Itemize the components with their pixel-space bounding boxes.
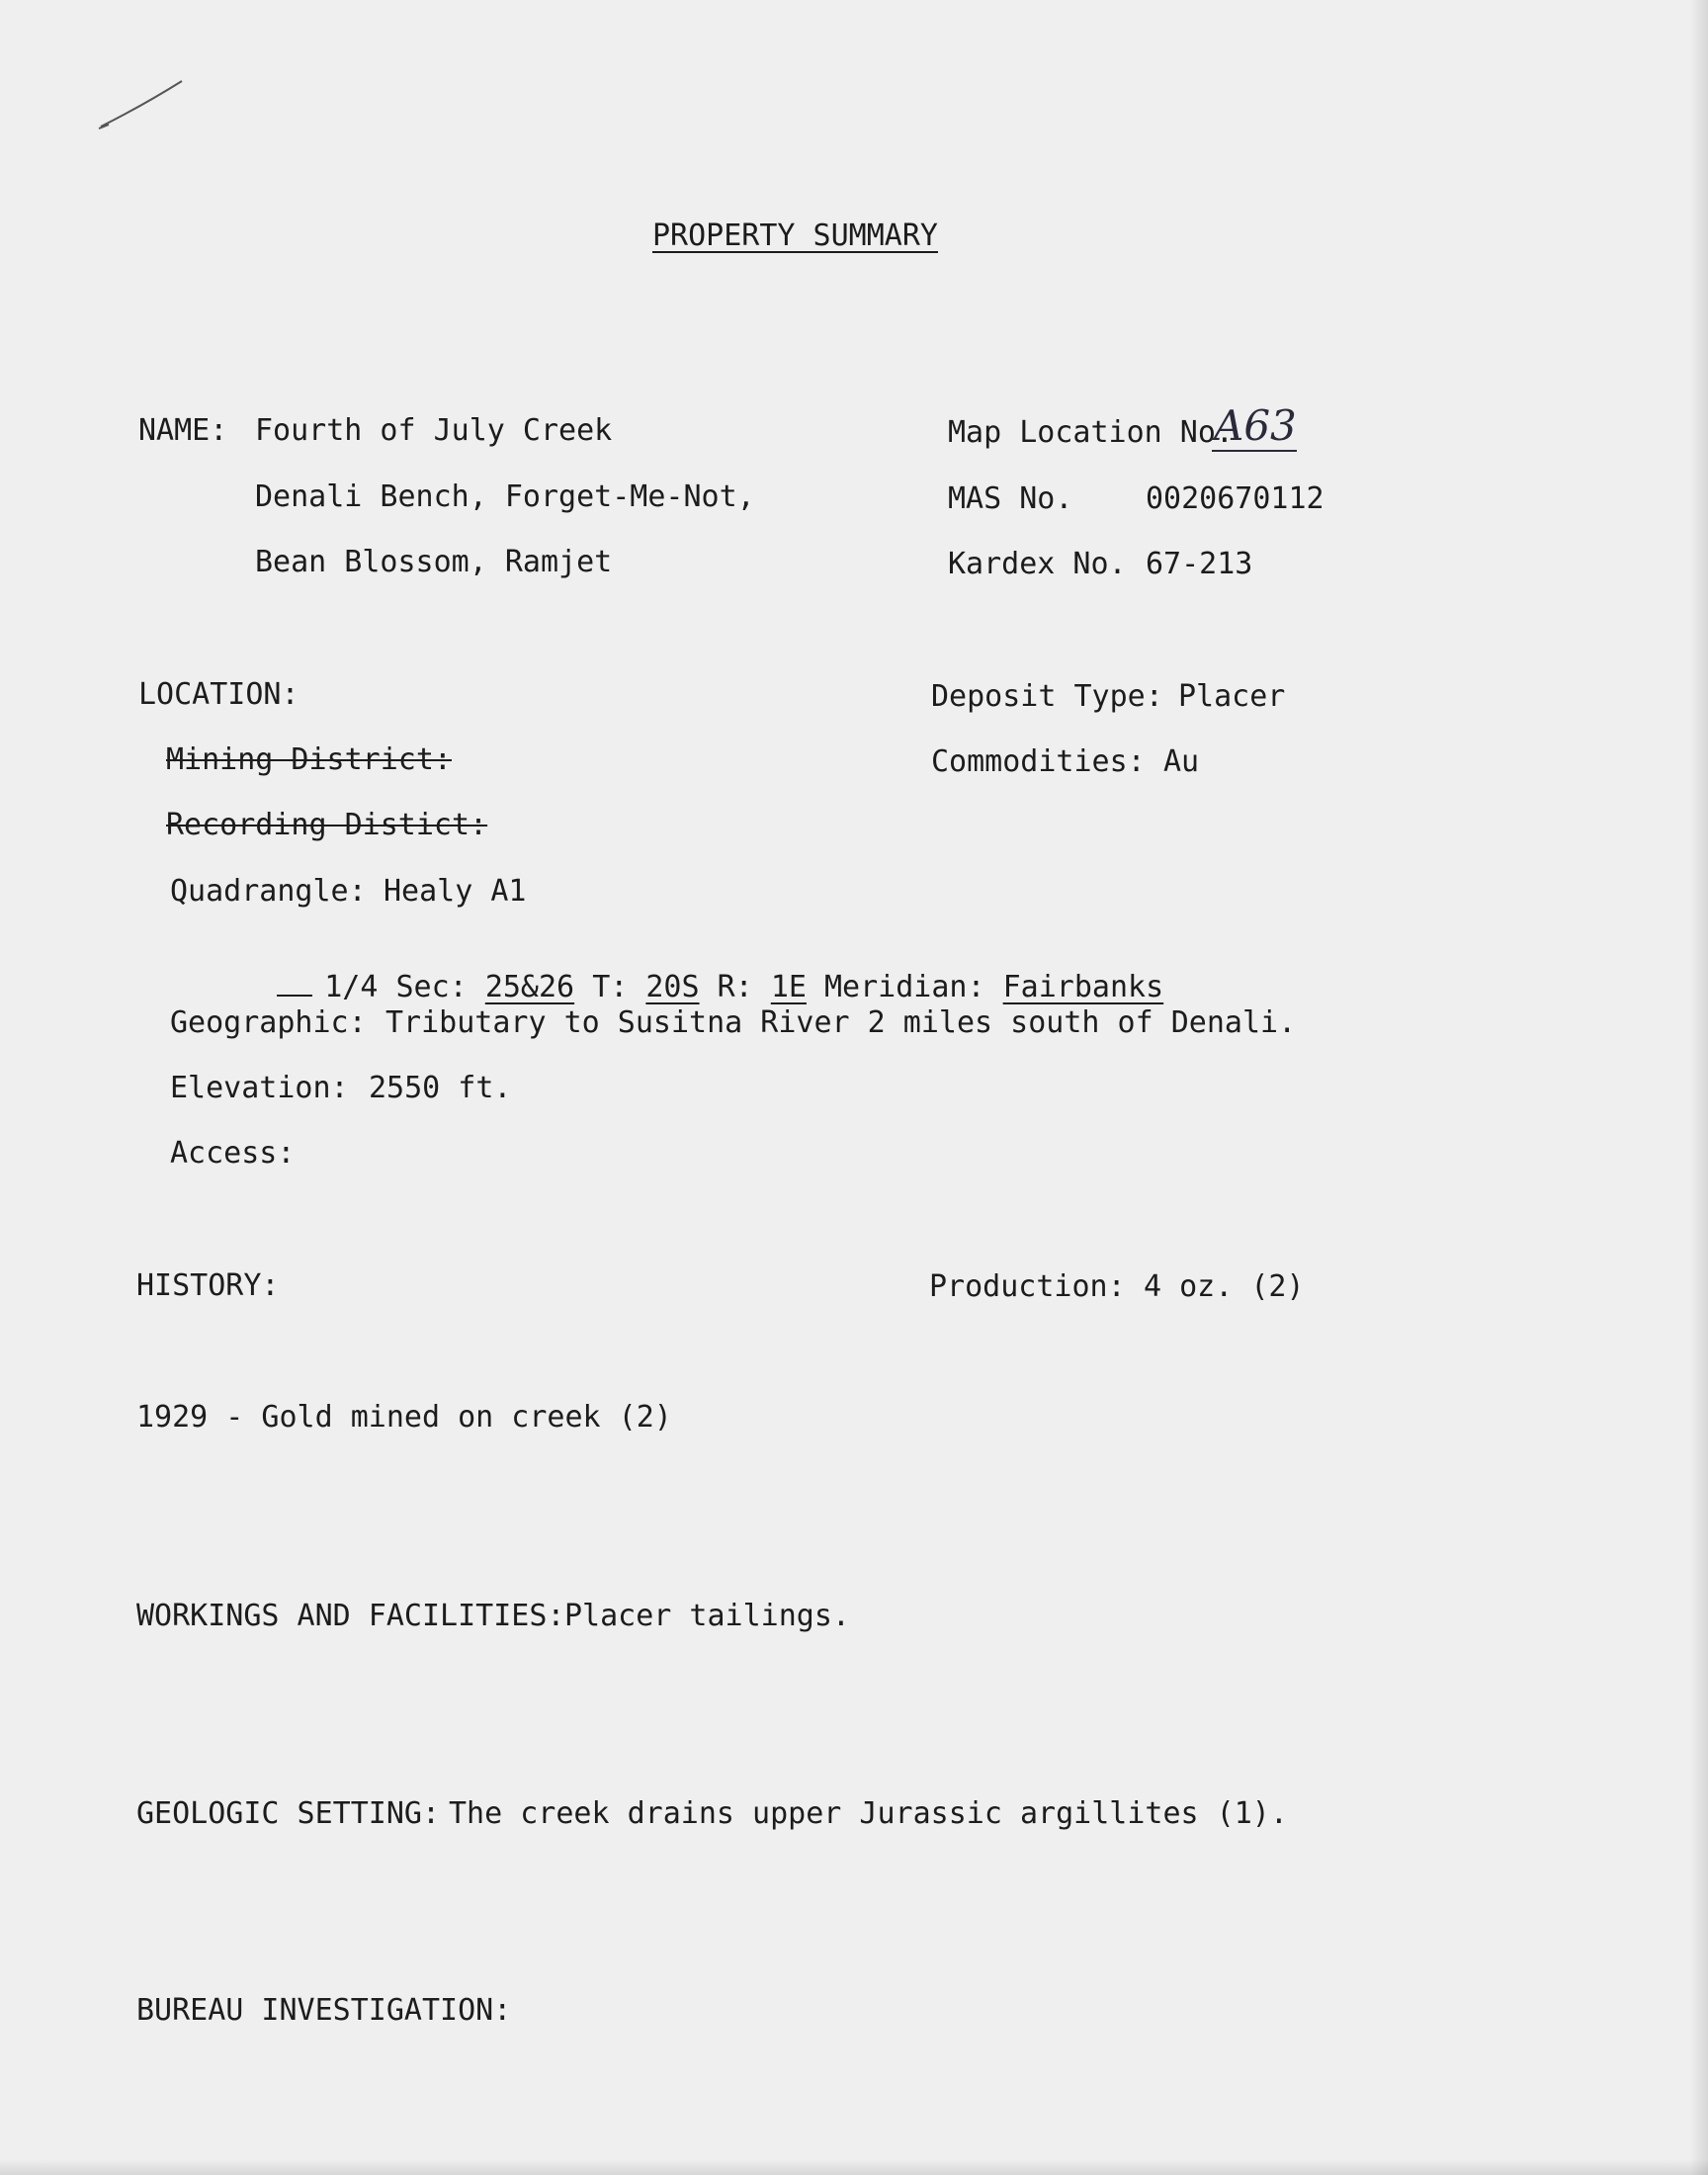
kardex-value: 67-213 <box>1146 547 1253 581</box>
meridian-value: Fairbanks <box>1002 970 1164 1004</box>
kardex-label: Kardex No. <box>948 547 1127 581</box>
map-location-underline <box>1212 450 1297 452</box>
deposit-type-label: Deposit Type: <box>931 679 1163 714</box>
workings-value: Placer tailings. <box>564 1599 850 1633</box>
access-label: Access: <box>170 1136 296 1171</box>
workings-label: WORKINGS AND FACILITIES: <box>136 1599 565 1633</box>
pencil-mark-icon <box>95 71 190 134</box>
page-bottom-shadow <box>0 2159 1708 2175</box>
quadrangle-value: Healy A1 <box>384 874 527 909</box>
history-entry: 1929 - Gold mined on creek (2) <box>136 1400 672 1435</box>
range-label: R: <box>717 970 753 1004</box>
name-line-2: Denali Bench, Forget-Me-Not, <box>255 479 755 514</box>
geologic-setting-value: The creek drains upper Jurassic argillites (1). <box>449 1796 1288 1831</box>
name-line-3: Bean Blossom, Ramjet <box>255 545 613 579</box>
geographic-value: Tributary to Susitna River 2 miles south of Denali. <box>385 1005 1297 1040</box>
commodities-label: Commodities: <box>931 744 1146 779</box>
name-line-1: Fourth of July Creek <box>255 413 613 448</box>
production-label: Production: <box>929 1269 1126 1304</box>
mining-district-label: Mining District: <box>166 742 452 777</box>
geographic-label: Geographic: <box>170 1005 367 1040</box>
sec-value: 25&26 <box>484 970 575 1004</box>
quadrangle-label: Quadrangle: <box>170 874 367 909</box>
bureau-investigation-label: BUREAU INVESTIGATION: <box>136 1993 512 2028</box>
location-label: LOCATION: <box>138 677 299 712</box>
commodities-value: Au <box>1163 744 1200 779</box>
history-label: HISTORY: <box>136 1268 280 1303</box>
township-value: 20S <box>645 970 700 1004</box>
mas-value: 0020670112 <box>1146 481 1324 516</box>
township-label: T: <box>592 970 629 1004</box>
deposit-type-value: Placer <box>1178 679 1286 714</box>
quarter-sec-label: 1/4 Sec: <box>324 970 468 1004</box>
range-value: 1E <box>770 970 807 1004</box>
elevation-value: 2550 ft. <box>369 1071 512 1105</box>
page-edge-shadow <box>1690 0 1708 2175</box>
geologic-setting-label: GEOLOGIC SETTING: <box>136 1796 441 1831</box>
map-location-value: A63 <box>1214 401 1297 450</box>
map-location-label: Map Location No. <box>948 415 1234 450</box>
mas-label: MAS No. <box>948 481 1073 516</box>
page-title: PROPERTY SUMMARY <box>652 218 938 253</box>
name-label: NAME: <box>138 413 228 448</box>
elevation-label: Elevation: <box>170 1071 349 1105</box>
quarter-blank <box>277 973 312 997</box>
production-value: 4 oz. (2) <box>1144 1269 1305 1304</box>
recording-district-label: Recording Distict: <box>166 808 488 842</box>
meridian-label: Meridian: <box>824 970 985 1004</box>
